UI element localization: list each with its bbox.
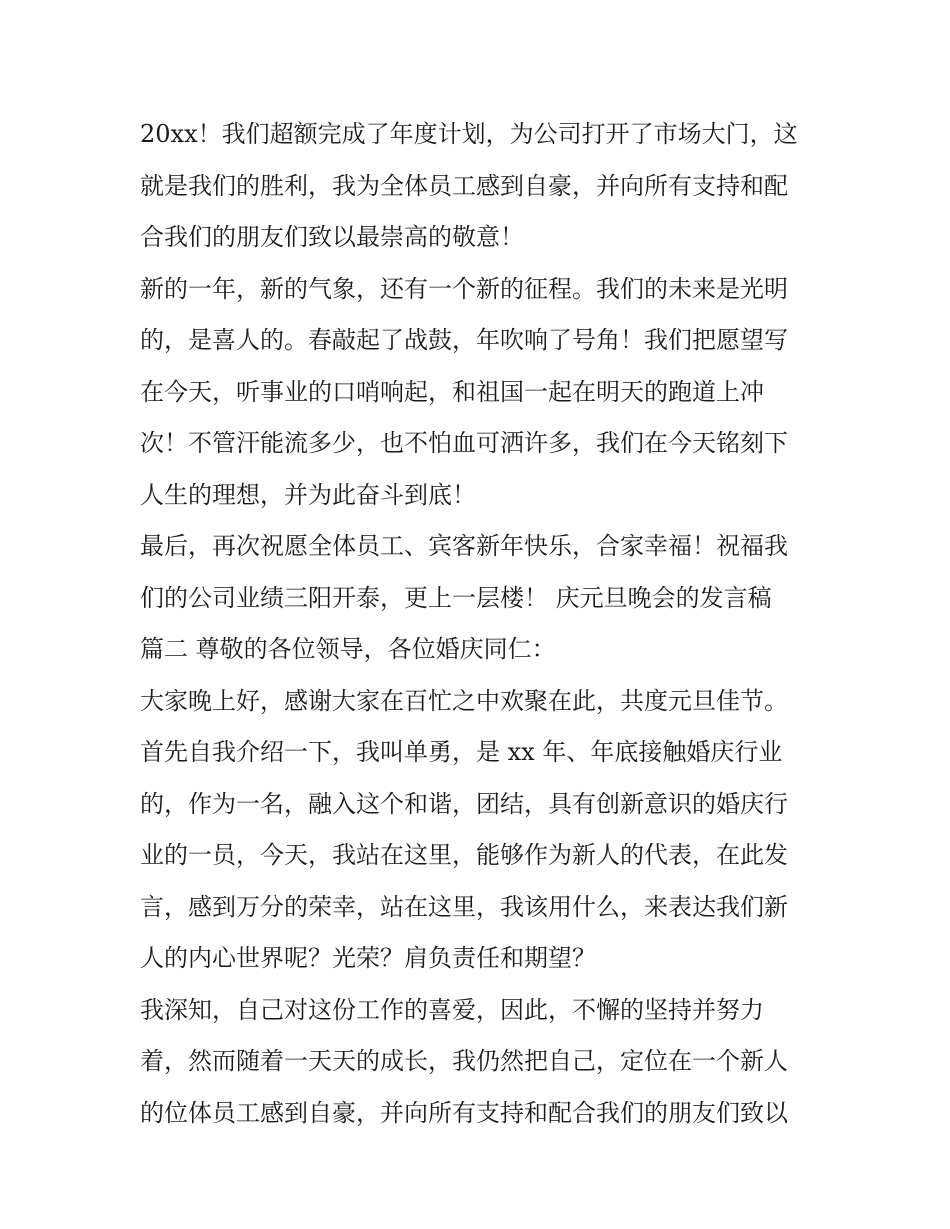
text-line: 着，然而随着一天天的成长，我仍然把自己，定位在一个新人 (140, 1047, 788, 1075)
text-line: 的，是喜人的。春敲起了战鼓，年吹响了号角！我们把愿望写 (140, 326, 788, 354)
text-line: 篇二 尊敬的各位领导，各位婚庆同仁： (140, 635, 556, 663)
text-line: 人的内心世界呢？光荣？肩负责任和期望？ (140, 944, 596, 972)
text-line: 们的公司业绩三阳开泰，更上一层楼！ 庆元旦晚会的发言稿 (140, 583, 772, 612)
text-line: 大家晚上好，感谢大家在百忙之中欢聚在此，共度元旦佳节。 (140, 686, 788, 715)
text-line: 的，作为一名，融入这个和谐，团结，具有创新意识的婚庆行 (140, 789, 788, 818)
text-line: 我深知，自己对这份工作的喜爱，因此，不懈的坚持并努力 (140, 995, 764, 1024)
text-line: 在今天，听事业的口哨响起，和祖国一起在明天的跑道上冲 (140, 377, 764, 406)
text-line: 的位体员工感到自豪，并向所有支持和配合我们的朋友们致以 (140, 1098, 788, 1127)
text-line: 首先自我介绍一下，我叫单勇，是 xx 年、年底接触婚庆行业 (140, 738, 783, 766)
text-line: 次！不管汗能流多少，也不怕血可洒许多，我们在今天铭刻下 (140, 429, 788, 457)
text-line: 最后，再次祝愿全体员工、宾客新年快乐，合家幸福！祝福我 (140, 532, 788, 560)
text-line: 合我们的朋友们致以最崇高的敬意！ (140, 223, 524, 251)
document-body (140, 109, 830, 1139)
text-line: 20xx！我们超额完成了年度计划，为公司打开了市场大门，这 (140, 120, 798, 148)
text-line: 人生的理想，并为此奋斗到底！ (140, 480, 476, 509)
text-line: 言，感到万分的荣幸，站在这里，我该用什么，来表达我们新 (140, 892, 788, 921)
text-line: 新的一年，新的气象，还有一个新的征程。我们的未来是光明 (140, 274, 788, 303)
text-line: 就是我们的胜利，我为全体员工感到自豪，并向所有支持和配 (140, 171, 788, 200)
text-line: 业的一员，今天，我站在这里，能够作为新人的代表，在此发 (140, 841, 788, 869)
